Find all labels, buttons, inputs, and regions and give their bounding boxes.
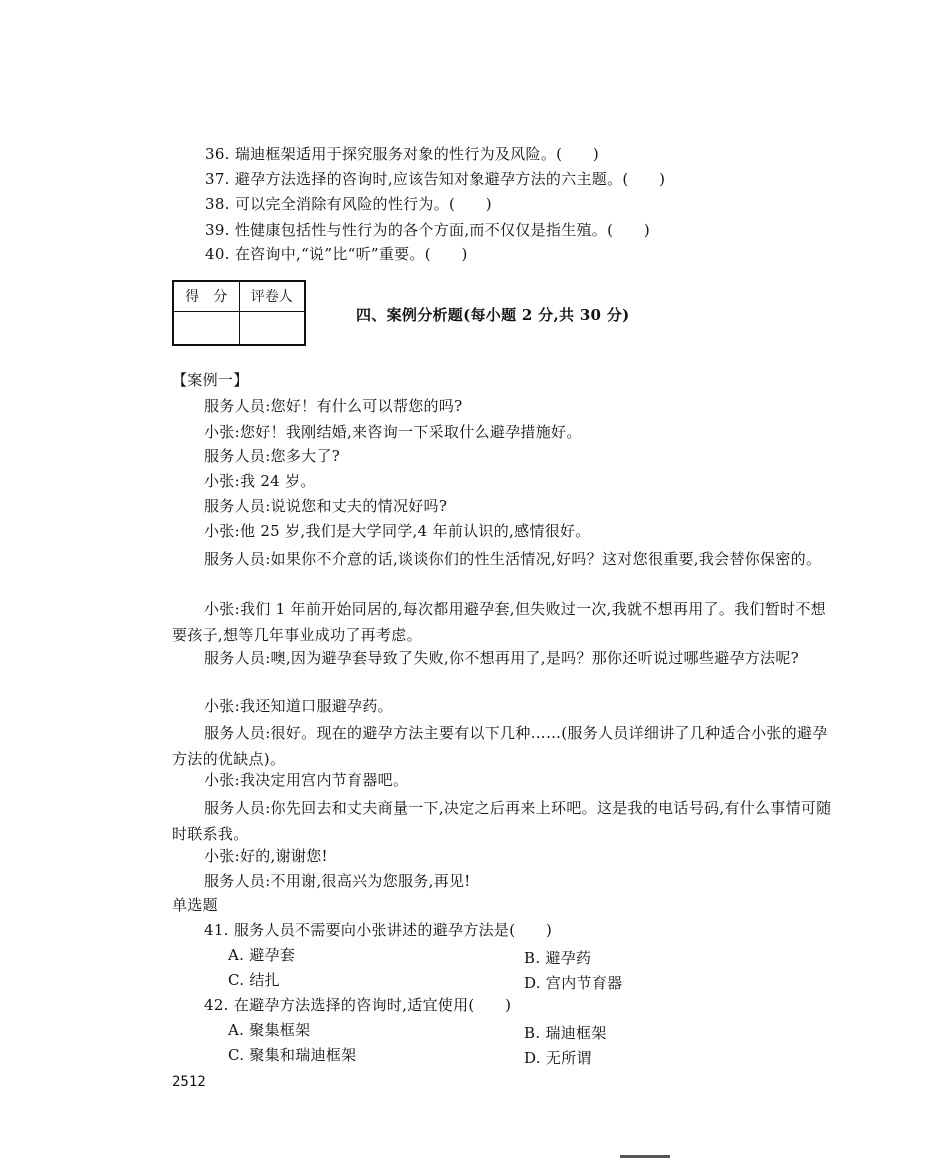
dialogue-line: 服务人员:不用谢,很高兴为您服务,再见! bbox=[204, 872, 471, 890]
page-number: 2512 bbox=[172, 1074, 206, 1090]
dialogue-paragraph: 服务人员:如果你不介意的话,谈谈你们的性生活情况,好吗？这对您很重要,我会替你保密的。 bbox=[204, 550, 822, 568]
question-41-option-a: A. 避孕套 bbox=[228, 946, 296, 964]
section-title: 四、案例分析题(每小题 2 分,共 30 分) bbox=[356, 306, 630, 324]
dialogue-paragraph: 小张:我们 1 年前开始同居的,每次都用避孕套,但失败过一次,我就不想再用了。我们暂时不想要孩子,想等几年事业成功了再考虑。 bbox=[172, 600, 826, 644]
judgment-item-38: 38. 可以完全消除有风险的性行为。( ) bbox=[205, 195, 492, 213]
question-41-option-d: D. 宫内节育器 bbox=[524, 974, 623, 992]
dialogue-line: 小张:我 24 岁。 bbox=[204, 472, 316, 490]
dialogue-paragraph: 服务人员:你先回去和丈夫商量一下,决定之后再来上环吧。这是我的电话号码,有什么事情可随时联系我。 bbox=[172, 799, 832, 843]
single-choice-label: 单选题 bbox=[172, 896, 218, 914]
judgment-item-36: 36. 瑞迪框架适用于探究服务对象的性行为及风险。( ) bbox=[205, 145, 600, 163]
grader-header: 评卷人 bbox=[239, 281, 305, 311]
dialogue-line: 小张:您好！我刚结婚,来咨询一下采取什么避孕措施好。 bbox=[204, 423, 582, 441]
dialogue-paragraph: 服务人员:噢,因为避孕套导致了失败,你不想再用了,是吗？那你还听说过哪些避孕方法呢? bbox=[204, 649, 800, 667]
judgment-item-37: 37. 避孕方法选择的咨询时,应该告知对象避孕方法的六主题。( ) bbox=[205, 170, 666, 188]
dialogue-line: 小张:我决定用宫内节育器吧。 bbox=[204, 771, 409, 789]
score-cell bbox=[173, 311, 239, 345]
case-title: 【案例一】 bbox=[172, 371, 249, 389]
dialogue-line: 服务人员:您多大了? bbox=[204, 447, 341, 465]
dialogue-line: 小张:他 25 岁,我们是大学同学,4 年前认识的,感情很好。 bbox=[204, 522, 591, 540]
question-41-option-c: C. 结扎 bbox=[228, 971, 280, 989]
dialogue-line: 服务人员:说说您和丈夫的情况好吗? bbox=[204, 497, 448, 515]
dialogue-line: 服务人员:您好！有什么可以帮您的吗? bbox=[204, 397, 463, 415]
question-42-option-d: D. 无所谓 bbox=[524, 1049, 592, 1067]
dialogue-line: 小张:我还知道口服避孕药。 bbox=[204, 697, 393, 715]
judgment-item-40: 40. 在咨询中,“说”比“听”重要。( ) bbox=[205, 245, 468, 263]
question-42-option-c: C. 聚集和瑞迪框架 bbox=[228, 1046, 357, 1064]
score-table bbox=[172, 280, 306, 346]
grader-cell bbox=[239, 311, 305, 345]
question-42-option-b: B. 瑞迪框架 bbox=[524, 1024, 607, 1042]
question-41-option-b: B. 避孕药 bbox=[524, 949, 592, 967]
dialogue-paragraph: 服务人员:很好。现在的避孕方法主要有以下几种……(服务人员详细讲了几种适合小张的避孕方法的优缺点)。 bbox=[172, 724, 828, 768]
judgment-item-39: 39. 性健康包括性与性行为的各个方面,而不仅仅是指生殖。( ) bbox=[205, 221, 650, 239]
question-41-stem: 41. 服务人员不需要向小张讲述的避孕方法是( ) bbox=[204, 921, 553, 939]
question-42-stem: 42. 在避孕方法选择的咨询时,适宜使用( ) bbox=[204, 996, 512, 1014]
question-42-option-a: A. 聚集框架 bbox=[228, 1021, 311, 1039]
score-header: 得 分 bbox=[173, 281, 239, 311]
dialogue-line: 小张:好的,谢谢您! bbox=[204, 847, 328, 865]
scan-mark bbox=[620, 1155, 670, 1158]
